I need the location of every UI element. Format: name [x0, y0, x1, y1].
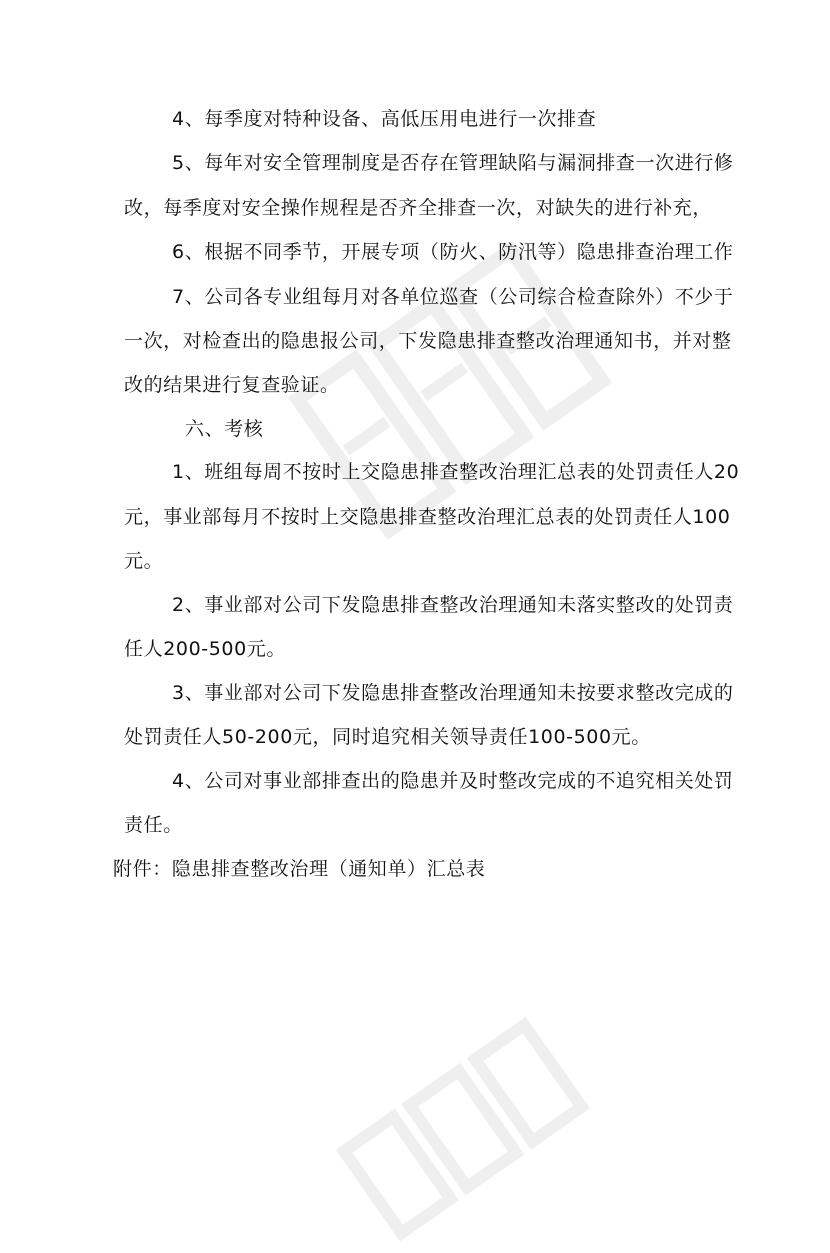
paragraph-line: 5、每年对安全管理制度是否存在管理缺陷与漏洞排查一次进行修 [172, 152, 734, 174]
paragraph-line: 元。 [124, 550, 164, 572]
paragraph-line: 一次，对检查出的隐患报公司，下发隐患排查整改治理通知书，并对整 [124, 330, 732, 352]
paragraph-line: 1、班组每周不按时上交隐患排查整改治理汇总表的处罚责任人20 [172, 461, 740, 483]
attachment-line: 附件：隐患排查整改治理（通知单）汇总表 [113, 858, 486, 880]
paragraph-line: 处罚责任人50-200元，同时追究相关领导责任100-500元。 [124, 726, 651, 748]
paragraph-line: 4、公司对事业部排查出的隐患并及时整改完成的不追究相关处罚 [172, 770, 734, 792]
section-heading: 六、考核 [185, 418, 264, 440]
paragraph-line: 改，每季度对安全操作规程是否齐全排查一次，对缺失的进行补充， [124, 197, 713, 219]
paragraph-line: 3、事业部对公司下发隐患排查整改治理通知未按要求整改完成的 [172, 682, 734, 704]
paragraph-line: 元，事业部每月不按时上交隐患排查整改治理汇总表的处罚责任人100 [124, 506, 731, 528]
paragraph-line: 责任。 [124, 814, 183, 836]
paragraph-line: 6、根据不同季节，开展专项（防火、防汛等）隐患排查治理工作 [172, 241, 734, 263]
paragraph-line: 2、事业部对公司下发隐患排查整改治理通知未落实整改的处罚责 [172, 594, 734, 616]
paragraph-line: 任人200-500元。 [124, 638, 286, 660]
paragraph-line: 7、公司各专业组每月对各单位巡查（公司综合检查除外）不少于 [172, 286, 734, 308]
paragraph-line: 4、每季度对特种设备、高低压用电进行一次排查 [172, 108, 597, 130]
watermark-logo-bottom [316, 997, 604, 1253]
paragraph-line: 改的结果进行复查验证。 [124, 374, 340, 396]
